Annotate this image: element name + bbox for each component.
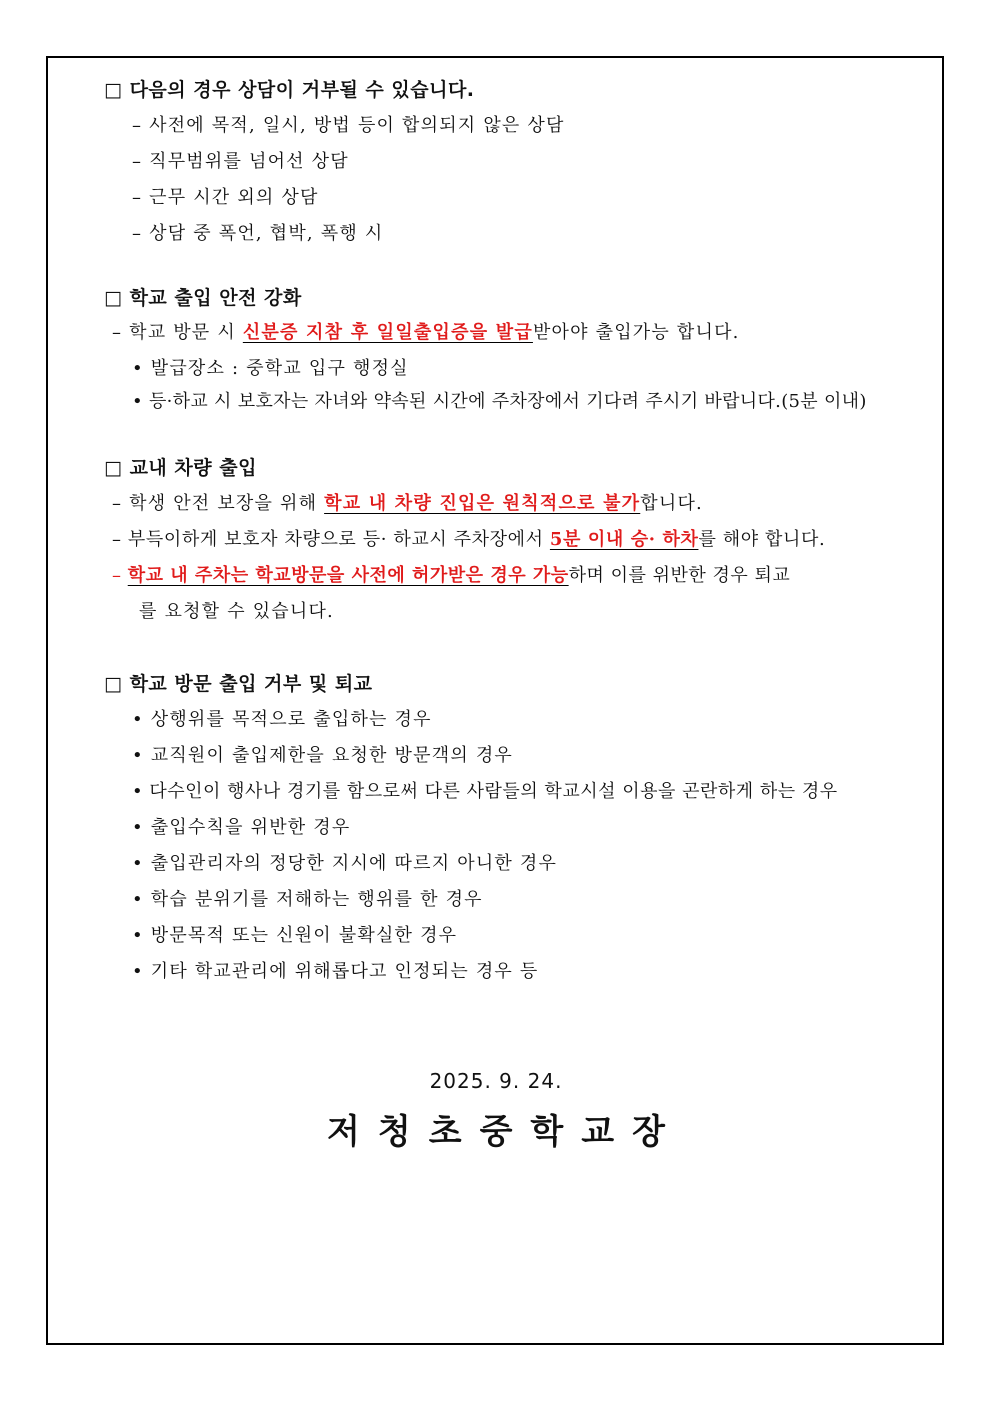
vehicle-highlight: 5분 이내 승· 하차 [549,529,699,550]
denial-bullet: • 교직원이 출입제한을 요청한 방문객의 경우 [132,745,514,766]
safety-line-text: – 학교 방문 시 [112,322,243,343]
refusal-item: – 상담 중 폭언, 협박, 폭행 시 [132,223,384,244]
school-principal-signature: 저청초중학교장 [327,1112,683,1152]
vehicle-dash: – [112,565,128,586]
refusal-item: – 직무범위를 넘어선 상담 [132,151,349,172]
denial-bullet: • 방문목적 또는 신원이 불확실한 경우 [132,925,458,946]
vehicle-highlight: 학교 내 차량 진입은 원칙적으로 불가 [324,493,641,514]
denial-bullet: • 다수인이 행사나 경기를 함으로써 다른 사람들의 학교시설 이용을 곤란하게 하는 경우 [132,781,838,802]
denial-bullet: • 상행위를 목적으로 출입하는 경우 [132,709,432,730]
vehicle-line [112,565,790,587]
denial-bullet: • 출입수칙을 위반한 경우 [132,817,351,838]
safety-bullet: • 발급장소 : 중학교 입구 행정실 [132,358,409,379]
vehicle-line-continuation: 를 요청할 수 있습니다. [139,601,334,622]
vehicle-line-text: 를 해야 합니다. [698,529,826,550]
refusal-item: – 사전에 목적, 일시, 방법 등이 합의되지 않은 상담 [132,115,565,136]
vehicle-line [112,529,825,551]
safety-bullet: • 등·하교 시 보호자는 자녀와 약속된 시간에 주차장에서 기다려 주시기 바랍니다.(5분 이내) [132,391,867,412]
denial-bullet: • 기타 학교관리에 위해롭다고 인정되는 경우 등 [132,961,539,982]
vehicle-line-text: 합니다. [640,493,703,514]
notice-date: 2025. 9. 24. [429,1069,563,1093]
vehicle-highlight: 학교 내 주차는 학교방문을 사전에 허가받은 경우 가능 [127,565,569,586]
safety-line-text: 받아야 출입가능 합니다. [532,322,740,343]
safety-line [112,322,740,344]
refusal-item: – 근무 시간 외의 상담 [132,187,319,208]
section-heading-vehicle: □ 교내 차량 출입 [104,457,257,479]
vehicle-line [112,493,703,515]
vehicle-line-text: – 부득이하게 보호자 차량으로 등· 하교시 주차장에서 [112,529,550,550]
denial-bullet: • 학습 분위기를 저해하는 행위를 한 경우 [132,889,483,910]
vehicle-line-text: 하며 이를 위반한 경우 퇴교 [568,565,791,586]
denial-bullet: • 출입관리자의 정당한 지시에 따르지 아니한 경우 [132,853,558,874]
section-heading-safety: □ 학교 출입 안전 강화 [104,287,302,309]
vehicle-line-text: – 학생 안전 보장을 위해 [112,493,325,514]
section-heading-refusal: □ 다음의 경우 상담이 거부될 수 있습니다. [104,79,475,101]
section-heading-denial: □ 학교 방문 출입 거부 및 퇴교 [104,673,373,695]
safety-highlight: 신분증 지참 후 일일출입증을 발급 [242,322,533,343]
